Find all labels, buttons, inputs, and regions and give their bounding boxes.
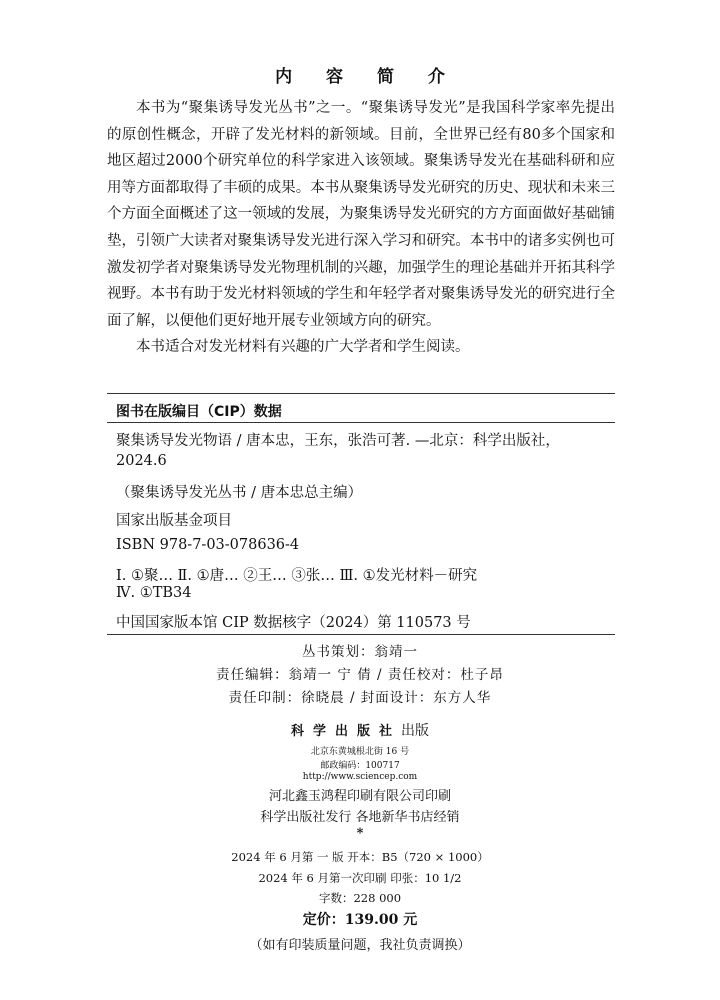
distribution: 科学出版社发行 各地新华书店经销: [260, 810, 460, 825]
cip-heading: 图书在版编目（CIP）数据: [116, 404, 282, 420]
price: 定价：139.00 元: [302, 912, 418, 928]
cip-index-line: Ⅰ. ①聚… Ⅱ. ①唐… ②王… ③张… Ⅲ. ①发光材料－研究: [116, 568, 478, 584]
cip-isbn-line: ISBN 978-7-03-078636-4: [116, 537, 300, 553]
publisher-line: [0, 720, 720, 740]
summary-paragraph: 本书为“聚集诱导发光丛书”之一。“聚集诱导发光”是我国科学家率先提出的原创性概念，开辟了发光材料的新领域。目前，全世界已经有80多个国家和地区超过2000个研究单位的科学家进入该领域。聚集诱导发光在基础科研和应用等方面都取得了丰硕的成果。本书从聚集诱导发光研究的历史、现状和未来三个方面全面概述了这一领域的发展，为聚集诱导发光研究的方方面面做好基础铺垫，引领广大读者对聚集诱导发光进行深入学习和研究。本书中的诸多实例也可激发初学者对聚集诱导发光物理机制的兴趣，加强学生的理论基础并开拓其科学视野。本书有助于发光材料领域的学生和年轻学者对聚集诱导发光的研究进行全面了解，以便他们更好地开展专业领域方向的研究。: [107, 100, 615, 329]
replacement-note: （如有印装质量问题，我社负责调换）: [249, 938, 471, 953]
cip-series-line: （聚集诱导发光丛书 / 唐本忠总主编）: [116, 485, 363, 501]
publisher-address: 北京东黄城根北街 16 号: [310, 747, 410, 757]
series-planner: 丛书策划：翁靖一: [302, 644, 418, 660]
publisher-logo: 科学出版社: [290, 724, 401, 739]
cip-heading-divider: [107, 422, 615, 423]
cip-date-line: 2024.6: [116, 453, 167, 469]
website: http://www.sciencep.com: [302, 772, 418, 782]
edition-line: 2024 年 6 月第 一 版 开本：B5（720 × 1000）: [231, 850, 489, 864]
postcode: 邮政编码：100717: [320, 761, 400, 771]
cip-number-line: 中国国家版本馆 CIP 数据核字（2024）第 110573 号: [116, 615, 471, 631]
printing-line: 2024 年 6 月第一次印刷 印张：10 1/2: [258, 871, 462, 885]
audience-paragraph: 本书适合对发光材料有兴趣的广大学者和学生阅读。: [136, 339, 470, 356]
bottom-divider: [107, 634, 615, 635]
publisher-suffix: 出版: [401, 723, 429, 739]
word-count: 字数：228 000: [318, 891, 402, 905]
cip-title-line: 聚集诱导发光物语 / 唐本忠，王东，张浩可著. —北京：科学出版社，: [116, 433, 560, 449]
summary-section: [107, 95, 615, 361]
cip-fund-line: 国家出版基金项目: [116, 513, 232, 529]
printer: 河北鑫玉鸿程印刷有限公司印刷: [268, 789, 451, 804]
star-separator: *: [356, 826, 364, 841]
design-line: 责任印制：徐晓晨 / 封面设计：东方人华: [228, 690, 492, 706]
cip-class-line: Ⅳ. ①TB34: [116, 585, 192, 601]
editors-line: 责任编辑：翁靖一 宁 倩 / 责任校对：杜子昂: [216, 667, 504, 683]
top-divider: [107, 393, 615, 394]
page-title: 内 容 简 介: [275, 67, 459, 87]
